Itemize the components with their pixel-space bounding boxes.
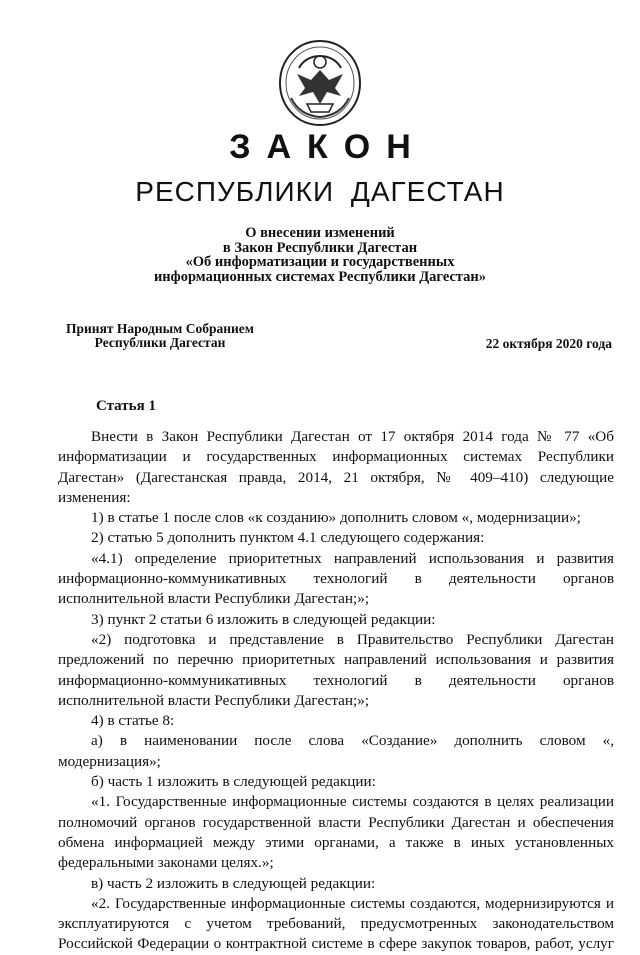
article-body bbox=[58, 427, 614, 955]
paragraph: 2) статью 5 дополнить пунктом 4.1 следующего содержания: bbox=[91, 529, 485, 547]
article-heading: Статья 1 bbox=[96, 398, 156, 414]
adoption-line: Принят Народным Собранием bbox=[66, 321, 254, 336]
paragraph: а) в наименовании после слова «Создание» дополнить словом «, модернизация»; bbox=[58, 732, 614, 770]
subject-line: «Об информатизации и государственных bbox=[185, 254, 455, 270]
subject-line: О внесении изменений bbox=[245, 225, 395, 241]
paragraph: 3) пункт 2 статьи 6 изложить в следующей редакции: bbox=[91, 610, 436, 628]
document-subtitle: РЕСПУБЛИКИ ДАГЕСТАН bbox=[135, 176, 505, 207]
paragraph: Внести в Закон Республики Дагестан от 17 октября 2014 года № 77 «Об информатизации и государственных информационных системах Республики Дагестан» (Дагестанская правда, 2014, 21 октября, № 409–410) следующие изменения: bbox=[58, 428, 614, 506]
paragraph: «4.1) определение приоритетных направлений использования и развития информационно-коммуникативных технологий в деятельности органов исполнительной власти Республики Дагестан;»; bbox=[58, 549, 614, 608]
adoption-date: 22 октября 2020 года bbox=[485, 336, 612, 351]
paragraph: «2) подготовка и представление в Правительство Республики Дагестан предложений по перечню приоритетных направлений использования и развития информационно-коммуникативных технологий в деятельности органов исполнительной власти Республики Дагестан;»; bbox=[58, 630, 614, 709]
subject-line: в Закон Республики Дагестан bbox=[222, 239, 418, 256]
adoption-body bbox=[55, 322, 265, 350]
paragraph: 1) в статье 1 после слов «к созданию» дополнить словом «, модернизации»; bbox=[91, 509, 581, 527]
adoption-line: Республики Дагестан bbox=[94, 335, 226, 350]
subject-line: информационных системах Республики Дагестан» bbox=[153, 268, 487, 285]
dagestan-coat-of-arms-emblem bbox=[277, 38, 363, 128]
law-subject-heading bbox=[100, 226, 540, 284]
paragraph: «2. Государственные информационные системы создаются, модернизируются и эксплуатируются с учетом требований, предусмотренных законодательством Российской Федерации о контрактной системе в сфере закупок товаров, работ, услуг bbox=[58, 894, 614, 953]
paragraph: в) часть 2 изложить в следующей редакции: bbox=[91, 874, 376, 892]
paragraph: «1. Государственные информационные системы создаются в целях реализации полномочий органов государственной власти Республики Дагестан и обеспечения обмена информацией между этими органами, а также в иных установленных федеральными законами целях.»; bbox=[58, 793, 614, 872]
document-title: ЗАКОН bbox=[229, 128, 427, 166]
paragraph: б) часть 1 изложить в следующей редакции: bbox=[91, 773, 376, 791]
paragraph: 4) в статье 8: bbox=[91, 712, 175, 730]
